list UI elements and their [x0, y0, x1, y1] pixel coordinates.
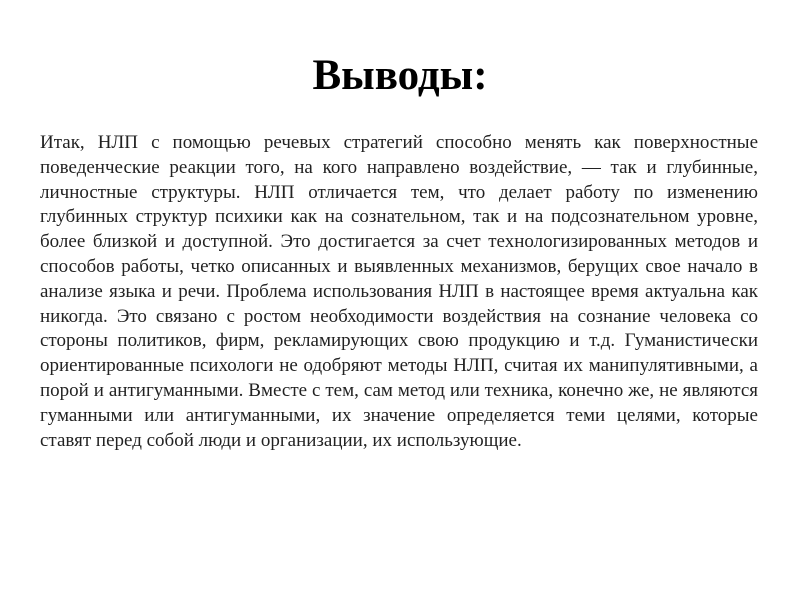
slide-body-paragraph: Итак, НЛП с помощью речевых стратегий способно менять как поверхностные поведенческие реакции того, на кого направлено воздействие, — так и глубинные, личностные структуры. НЛП отличается тем, что делает работу по изменению глубинных структур психики как на сознательном, так и на подсознательном уровне, более близкой и доступной. Это достигается за счет технологизированных методов и способов работы, четко описанных и выявленных механизмов, берущих свое начало в анализе языка и речи. Проблема использования НЛП в настоящее время актуальна как никогда. Это связано с ростом необходимости воздействия на сознание человека со стороны политиков, фирм, рекламирующих свою продукцию и т.д. Гуманистически ориентированные психологи не одобряют методы НЛП, считая их манипулятивными, а порой и антигуманными. Вместе с тем, сам метод или техника, конечно же, не являются гуманными или антигуманными, их значение определяется теми целями, которые ставят перед собой люди и организации, их использующие.	[40, 132, 758, 451]
slide-title: Выводы:	[312, 52, 488, 99]
